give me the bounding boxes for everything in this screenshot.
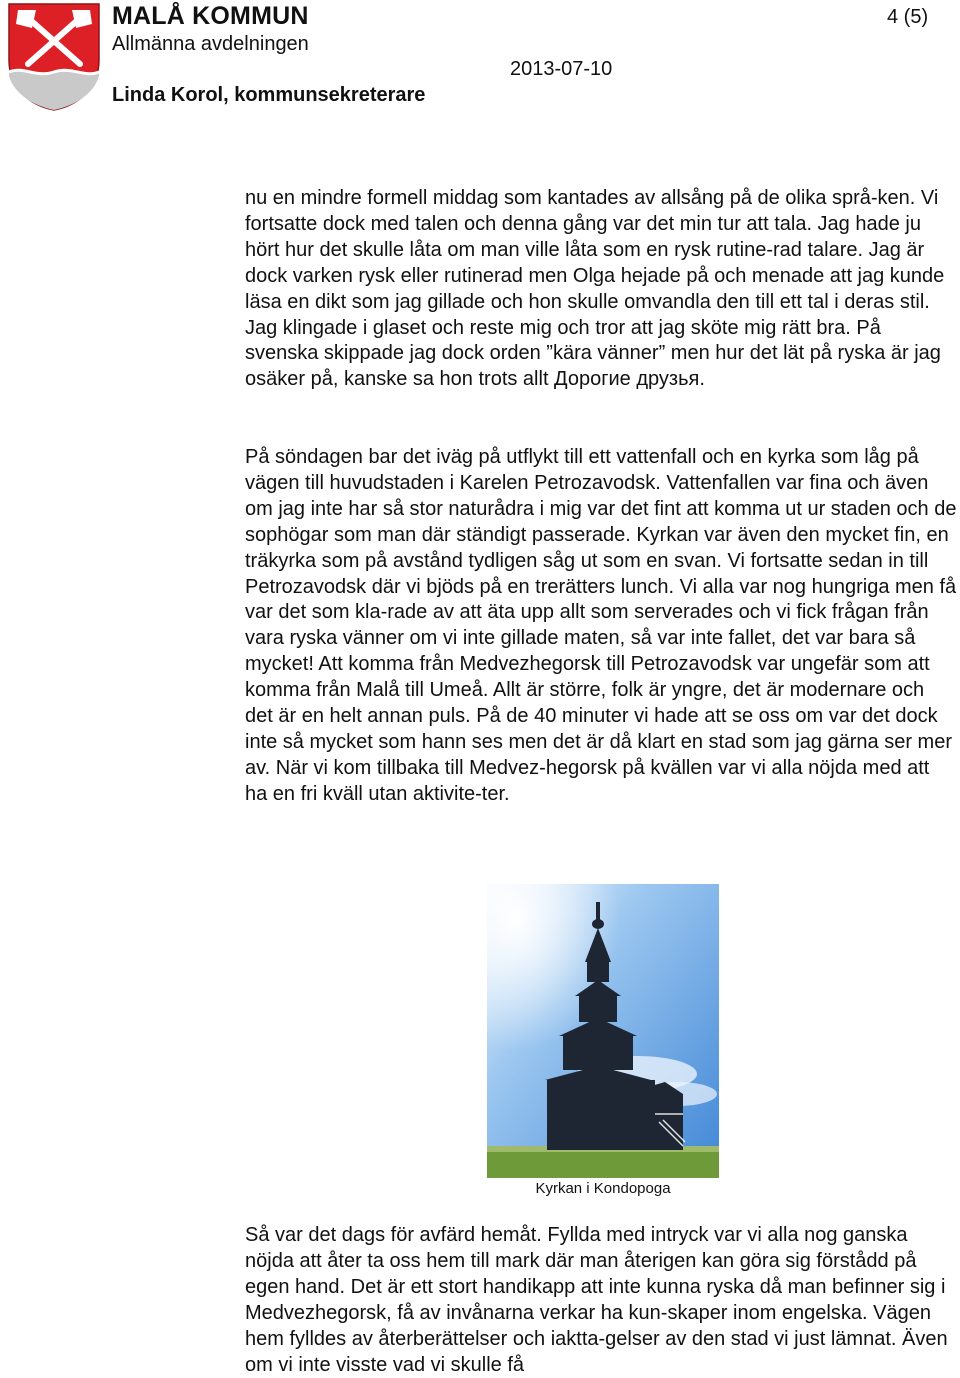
department-name: Allmänna avdelningen [112,33,309,55]
municipal-crest-icon [6,2,102,112]
body-paragraph: nu en mindre formell middag som kantades av allsång på de olika språ-ken. Vi fortsatte dock med talen och denna gång var det min tur att tala. Jag hade ju hört hur det skulle låta om man ville låta som en rysk rutine-rad talare. Jag är dock varken rysk eller rutinerad men Olga hejade på och menade att jag kunde läsa en dikt som jag gillade och hon skulle omvandla den till ett tal i deras stil. Jag klingade i glaset och reste mig och tror att jag sköte mig rätt bra. På svenska skippade jag dock orden ”kära vänner” men hur det lät på ryska är jag osäker på, kanske sa hon trots allt Дорогие друзья. [245,187,945,391]
body-paragraph: Så var det dags för avfärd hemåt. Fyllda med intryck var vi alla nog ganska nöjda att åter ta oss hem till mark där man återigen kan göra sig förstådd på egen hand. Det är ett stort handikapp att inte kunna ryska då man befinner sig i Medvezhegorsk, få av invånarna verkar ha kun-skaper inom engelska. Vägen hem fylldes av återberättelser och iaktta-gelser av den stad vi just lämnat. Även om vi inte visste vad vi skulle få [245,1224,948,1376]
body-paragraph: På söndagen bar det iväg på utflykt till ett vattenfall och en kyrka som låg på vägen till huvudstaden i Karelen Petrozavodsk. Vattenfallen var fina och även om jag inte har så stor naturådra i mig var det fint att komma ut ur staden och de sophögar som man där ständigt passerade. Kyrkan var även den mycket fin, en träkyrka som på avstånd tydligen såg ut som en svan. Vi fortsatte sedan in till Petrozavodsk där vi bjöds på en trerätters lunch. Vi alla var nog hungriga men få var det som kla-rade av att äta upp allt som serverades och vi fick frågan från vara ryska vänner om vi inte gillade maten, så var inte fallet, det var bara så mycket! Att komma från Medvezhegorsk till Petrozavodsk var ungefär som att komma från Malå till Umeå. Allt är större, folk är yngre, det är modernare och det är en helt annan puls. På de 40 minuter vi hade att se oss om var det dock inte så mycket som hann ses men det är då klart en stad som jag gärna ser mer av. När vi kom tillbaka till Medvez-hegorsk på kvällen var vi alla nöjda med att ha en fri kväll utan aktivite-ter. [245,446,957,805]
author-line: Linda Korol, kommunsekreterare [112,84,426,106]
photo-caption: Kyrkan i Kondopoga [535,1180,671,1197]
church-photo [487,884,719,1178]
document-date: 2013-07-10 [510,58,613,80]
page-number: 4 (5) [887,6,929,28]
org-name: MALÅ KOMMUN [112,2,309,30]
